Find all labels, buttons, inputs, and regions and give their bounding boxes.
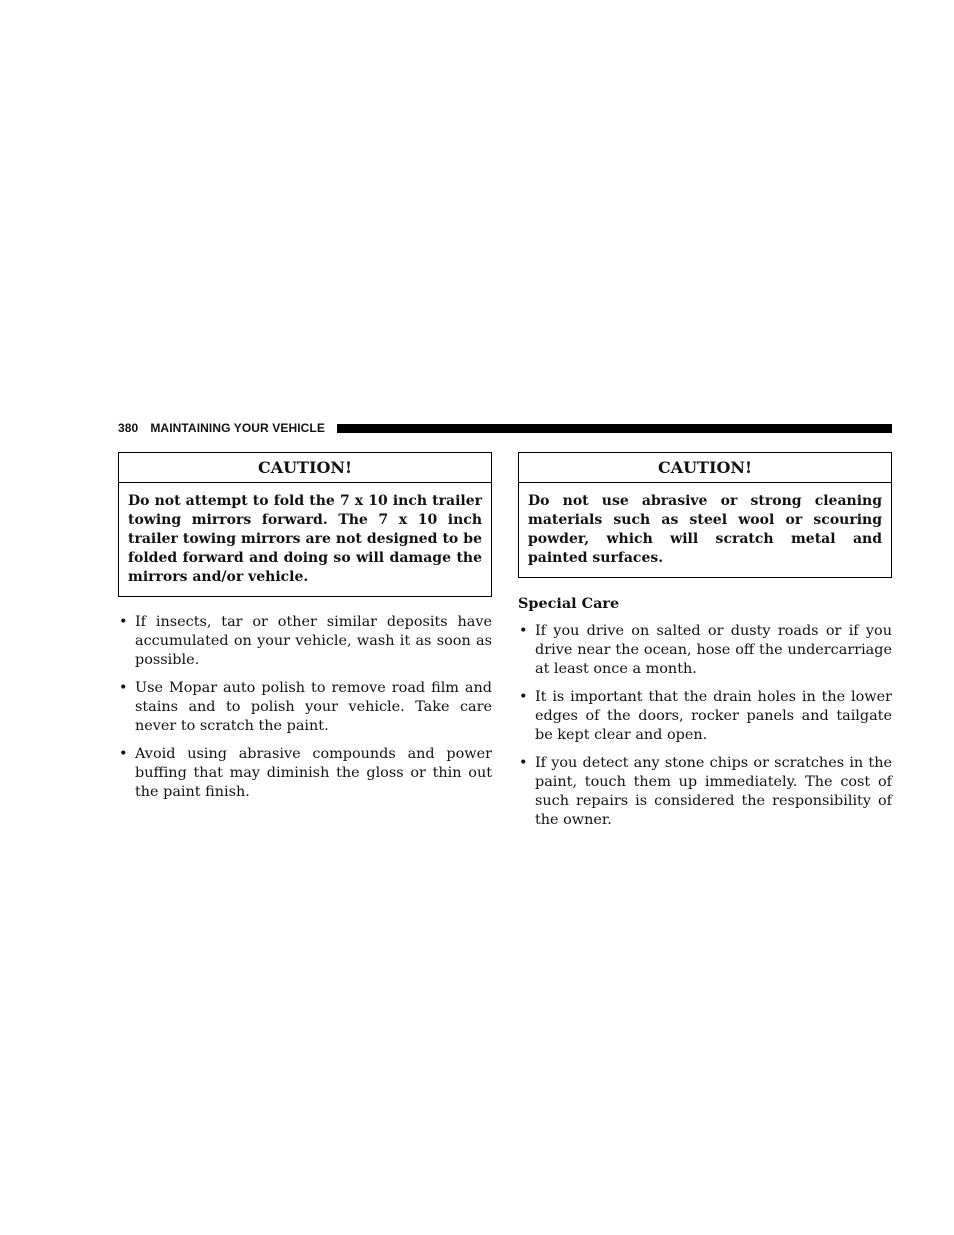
bullet-icon: • xyxy=(119,746,128,762)
list-item xyxy=(118,745,492,802)
caution-body: Do not attempt to fold the 7 x 10 inch trailer towing mirrors forward. The 7 x 10 inch trailer towing mirrors are not designed to be folded forward and doing so will damage the mirrors and/or vehicle. xyxy=(128,493,482,585)
list-item xyxy=(118,613,492,670)
header-rule xyxy=(337,424,892,433)
bullet-icon: • xyxy=(519,689,528,705)
list-item xyxy=(518,688,892,745)
section-title: MAINTAINING YOUR VEHICLE xyxy=(150,421,325,435)
list-item-text: If you drive on salted or dusty roads or if you drive near the ocean, hose off the undercarriage at least once a month. xyxy=(535,623,892,677)
bullet-icon: • xyxy=(119,680,128,696)
list-item-text: If insects, tar or other similar deposits have accumulated on your vehicle, wash it as soon as possible. xyxy=(135,614,492,668)
list-item-text: Use Mopar auto polish to remove road film and stains and to polish your vehicle. Take care never to scratch the paint. xyxy=(135,680,492,734)
left-column xyxy=(118,452,492,811)
list-item xyxy=(518,754,892,830)
caution-body: Do not use abrasive or strong cleaning materials such as steel wool or scouring powder, which will scratch metal and painted surfaces. xyxy=(528,493,882,566)
right-column xyxy=(518,452,892,839)
list-item-text: It is important that the drain holes in the lower edges of the doors, rocker panels and tailgate be kept clear and open. xyxy=(535,689,892,743)
list-item xyxy=(118,679,492,736)
bullet-icon: • xyxy=(519,755,528,771)
caution-title: CAUTION! xyxy=(119,453,491,483)
special-care-heading: Special Care xyxy=(518,595,620,612)
washing-tips-list xyxy=(118,613,492,802)
list-item-text: Avoid using abrasive compounds and power buffing that may diminish the gloss or thin out the paint finish. xyxy=(135,746,492,800)
special-care-list xyxy=(518,622,892,830)
page-number: 380 xyxy=(118,421,139,435)
list-item xyxy=(518,622,892,679)
caution-box-mirrors xyxy=(118,452,492,597)
caution-title: CAUTION! xyxy=(519,453,891,483)
page-header xyxy=(118,420,892,436)
list-item-text: If you detect any stone chips or scratches in the paint, touch them up immediately. The cost of such repairs is considered the responsibility of the owner. xyxy=(535,755,892,828)
bullet-icon: • xyxy=(119,614,128,630)
caution-box-abrasives xyxy=(518,452,892,578)
bullet-icon: • xyxy=(519,623,528,639)
